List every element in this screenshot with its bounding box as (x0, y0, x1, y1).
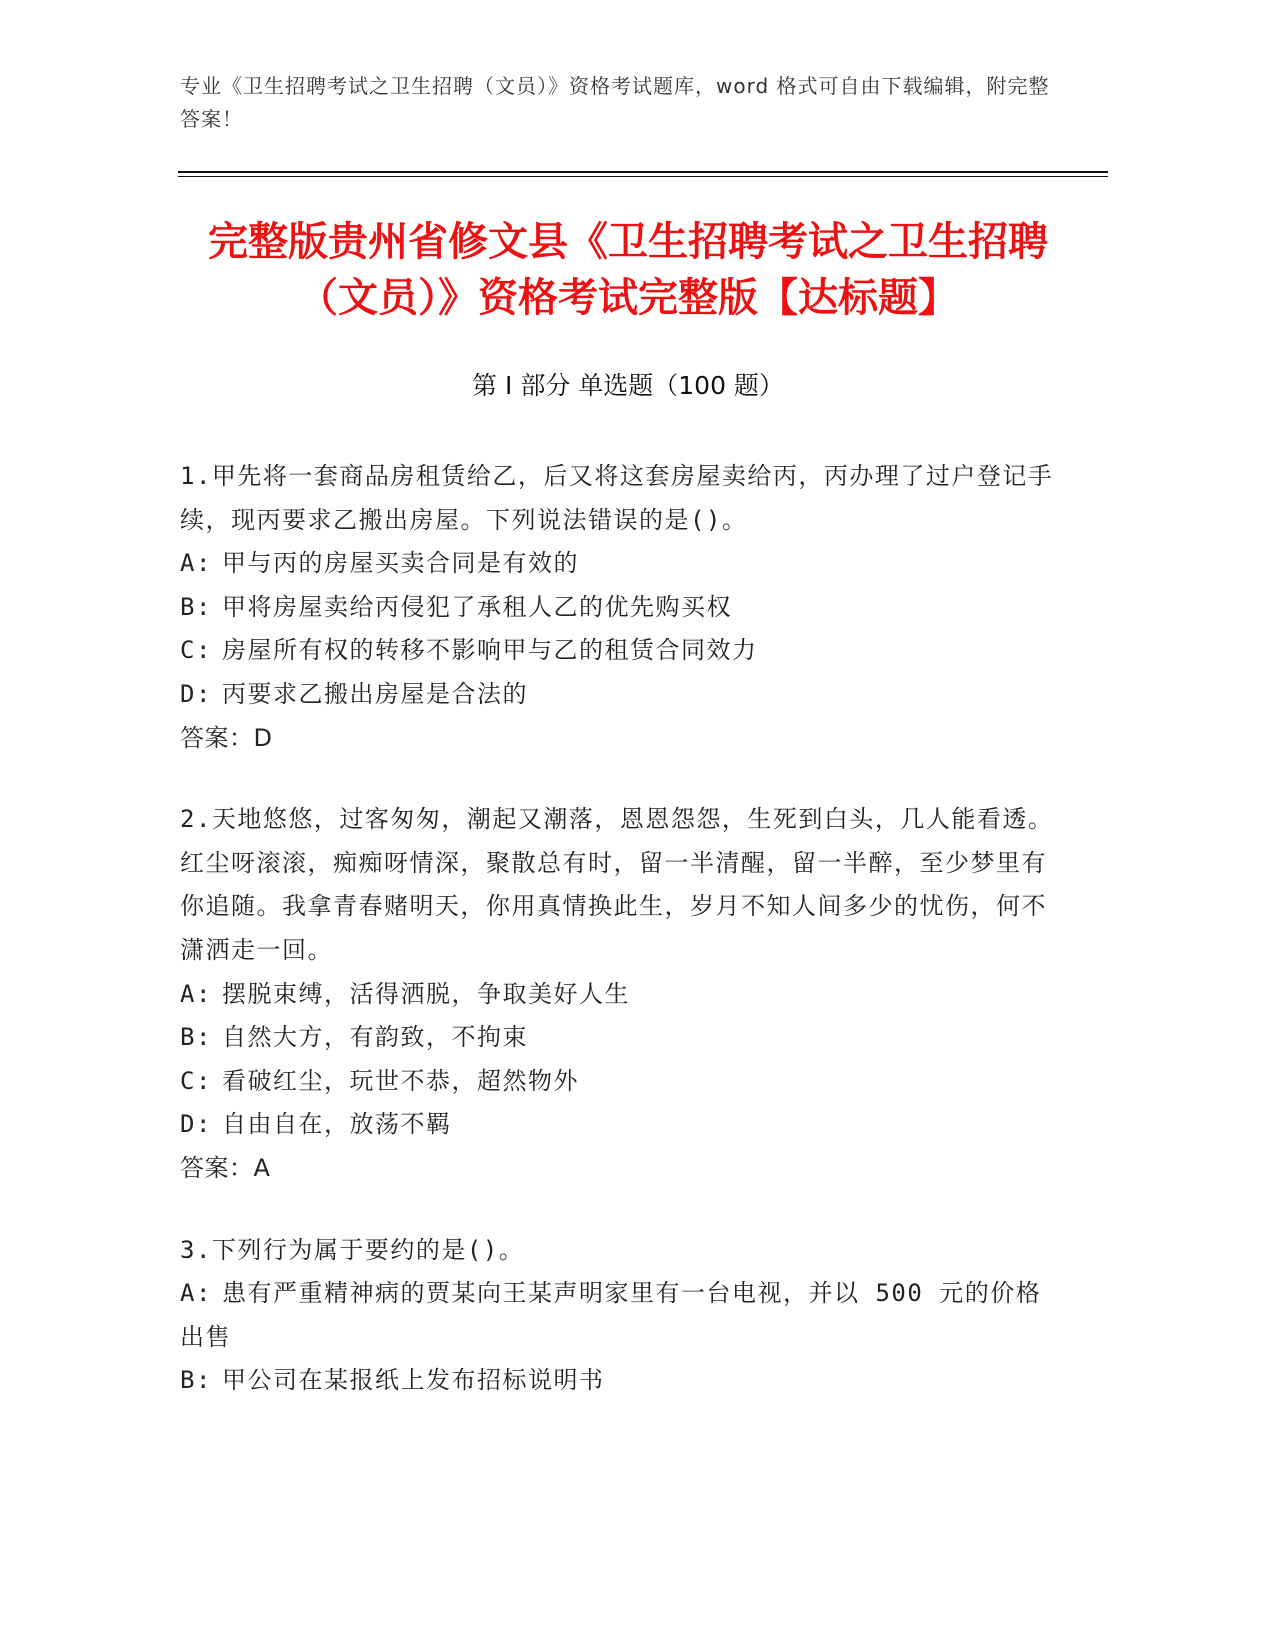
option-letter: A: (180, 979, 212, 1008)
header-note: 专业《卫生招聘考试之卫生招聘（文员）》资格考试题库，word 格式可自由下载编辑，附完整答案！ (180, 74, 1050, 131)
option-letter: B: (180, 592, 212, 621)
question-3 (180, 1229, 1060, 1403)
option-text: 丙要求乙搬出房屋是合法的 (222, 679, 528, 708)
option-letter: A: (180, 1279, 212, 1308)
option-c (180, 629, 1060, 673)
option-a (180, 1272, 1060, 1359)
answer-label: 答案：D (180, 723, 273, 752)
option-text: 房屋所有权的转移不影响甲与乙的租赁合同效力 (222, 636, 758, 665)
question-stem: 2.天地悠悠，过客匆匆，潮起又潮落，恩恩怨怨，生死到白头，几人能看透。红尘呀滚滚，痴痴呀情深，聚散总有时，留一半清醒，留一半醉，至少梦里有你追随。我拿青春赌明天，你用真情换此生，岁月不知人间多少的忧伤，何不潇洒走一回。 (180, 805, 1054, 964)
option-letter: B: (180, 1366, 212, 1395)
answer-label: 答案：A (180, 1153, 271, 1182)
document-title: 完整版贵州省修文县《卫生招聘考试之卫生招聘（文员）》资格考试完整版【达标题】 (208, 219, 1048, 321)
option-letter: D: (180, 679, 212, 708)
question-list (180, 455, 1060, 1441)
question-stem: 1.甲先将一套商品房租赁给乙，后又将这套房屋卖给丙，丙办理了过户登记手续，现丙要求乙搬出房屋。下列说法错误的是()。 (180, 462, 1054, 534)
header-divider-thin (178, 176, 1108, 177)
option-text: 自然大方，有韵致，不拘束 (222, 1023, 528, 1052)
option-text: 看破红尘，玩世不恭，超然物外 (222, 1066, 579, 1095)
option-text: 甲与丙的房屋买卖合同是有效的 (222, 549, 579, 578)
question-1 (180, 455, 1060, 760)
option-letter: C: (180, 636, 212, 665)
option-d (180, 673, 1060, 717)
option-d (180, 1103, 1060, 1147)
option-c (180, 1060, 1060, 1104)
question-stem: 3.下列行为属于要约的是()。 (180, 1235, 525, 1264)
option-letter: C: (180, 1066, 212, 1095)
option-a (180, 973, 1060, 1017)
option-b (180, 1016, 1060, 1060)
option-text: 甲公司在某报纸上发布招标说明书 (222, 1366, 605, 1395)
option-letter: A: (180, 549, 212, 578)
option-letter: B: (180, 1023, 212, 1052)
option-letter: D: (180, 1110, 212, 1139)
option-text: 患有严重精神病的贾某向王某声明家里有一台电视，并以 500 元的价格出售 (180, 1279, 1042, 1351)
question-2 (180, 798, 1060, 1190)
header-divider-thick (178, 171, 1108, 173)
option-text: 自由自在，放荡不羁 (222, 1110, 452, 1139)
option-text: 摆脱束缚，活得洒脱，争取美好人生 (222, 979, 630, 1008)
section-heading: 第 I 部分 单选题（100 题） (472, 371, 784, 400)
option-b (180, 1359, 1060, 1403)
option-b (180, 586, 1060, 630)
option-a (180, 542, 1060, 586)
option-text: 甲将房屋卖给丙侵犯了承租人乙的优先购买权 (222, 592, 732, 621)
